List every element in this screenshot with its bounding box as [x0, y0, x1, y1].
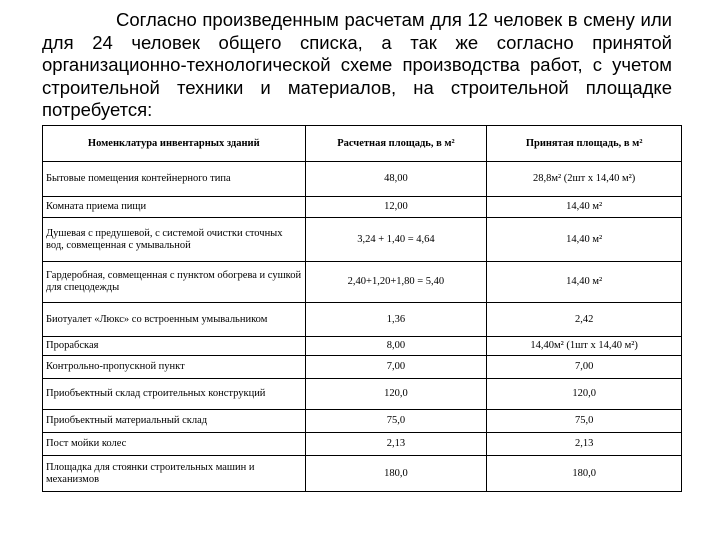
row-name: Прорабская [43, 337, 306, 356]
row-name: Приобъектный склад строительных конструкций [43, 379, 306, 410]
row-name: Душевая с предушевой, с системой очистки сточных вод, совмещенная с умывальной [43, 218, 306, 262]
row-calculated: 2,40+1,20+1,80 = 5,40 [305, 262, 487, 303]
row-calculated: 8,00 [305, 337, 487, 356]
row-calculated: 180,0 [305, 456, 487, 492]
table-row [43, 162, 682, 197]
header-calculated-area: Расчетная площадь, в м² [305, 126, 487, 162]
table-row [43, 379, 682, 410]
row-calculated: 12,00 [305, 197, 487, 218]
table-row [43, 433, 682, 456]
table-row [43, 197, 682, 218]
row-calculated: 1,36 [305, 303, 487, 337]
row-accepted: 7,00 [487, 356, 682, 379]
row-name: Площадка для стоянки строительных машин и механизмов [43, 456, 306, 492]
row-name: Комната приема пищи [43, 197, 306, 218]
row-accepted: 28,8м² (2шт х 14,40 м²) [487, 162, 682, 197]
row-name: Биотуалет «Люкс» со встроенным умывальником [43, 303, 306, 337]
row-calculated: 48,00 [305, 162, 487, 197]
table-row [43, 356, 682, 379]
row-accepted: 14,40м² (1шт х 14,40 м²) [487, 337, 682, 356]
row-accepted: 120,0 [487, 379, 682, 410]
row-name: Гардеробная, совмещенная с пунктом обогрева и сушкой для спецодежды [43, 262, 306, 303]
row-name: Контрольно-пропускной пункт [43, 356, 306, 379]
row-accepted: 14,40 м² [487, 197, 682, 218]
row-name: Приобъектный материальный склад [43, 410, 306, 433]
header-accepted-area: Принятая площадь, в м² [487, 126, 682, 162]
table-row [43, 410, 682, 433]
row-calculated: 75,0 [305, 410, 487, 433]
table-row [43, 303, 682, 337]
row-accepted: 14,40 м² [487, 218, 682, 262]
row-calculated: 2,13 [305, 433, 487, 456]
table-row [43, 456, 682, 492]
row-accepted: 2,13 [487, 433, 682, 456]
table-row [43, 218, 682, 262]
buildings-table [42, 125, 682, 492]
table-row [43, 262, 682, 303]
row-name: Пост мойки колес [43, 433, 306, 456]
row-accepted: 75,0 [487, 410, 682, 433]
row-accepted: 180,0 [487, 456, 682, 492]
intro-paragraph: Согласно произведенным расчетам для 12 человек в смену или для 24 человек общего списка, а так же согласно принятой организационно-технологической схеме производства работ, с учетом строительной техники и материалов, на строительной площадке потребуется: [42, 9, 672, 120]
header-nomenclature: Номенклатура инвентарных зданий [43, 126, 306, 162]
row-name: Бытовые помещения контейнерного типа [43, 162, 306, 197]
row-calculated: 120,0 [305, 379, 487, 410]
row-calculated: 7,00 [305, 356, 487, 379]
row-accepted: 14,40 м² [487, 262, 682, 303]
table-row [43, 337, 682, 356]
row-accepted: 2,42 [487, 303, 682, 337]
row-calculated: 3,24 + 1,40 = 4,64 [305, 218, 487, 262]
table-header-row [43, 126, 682, 162]
